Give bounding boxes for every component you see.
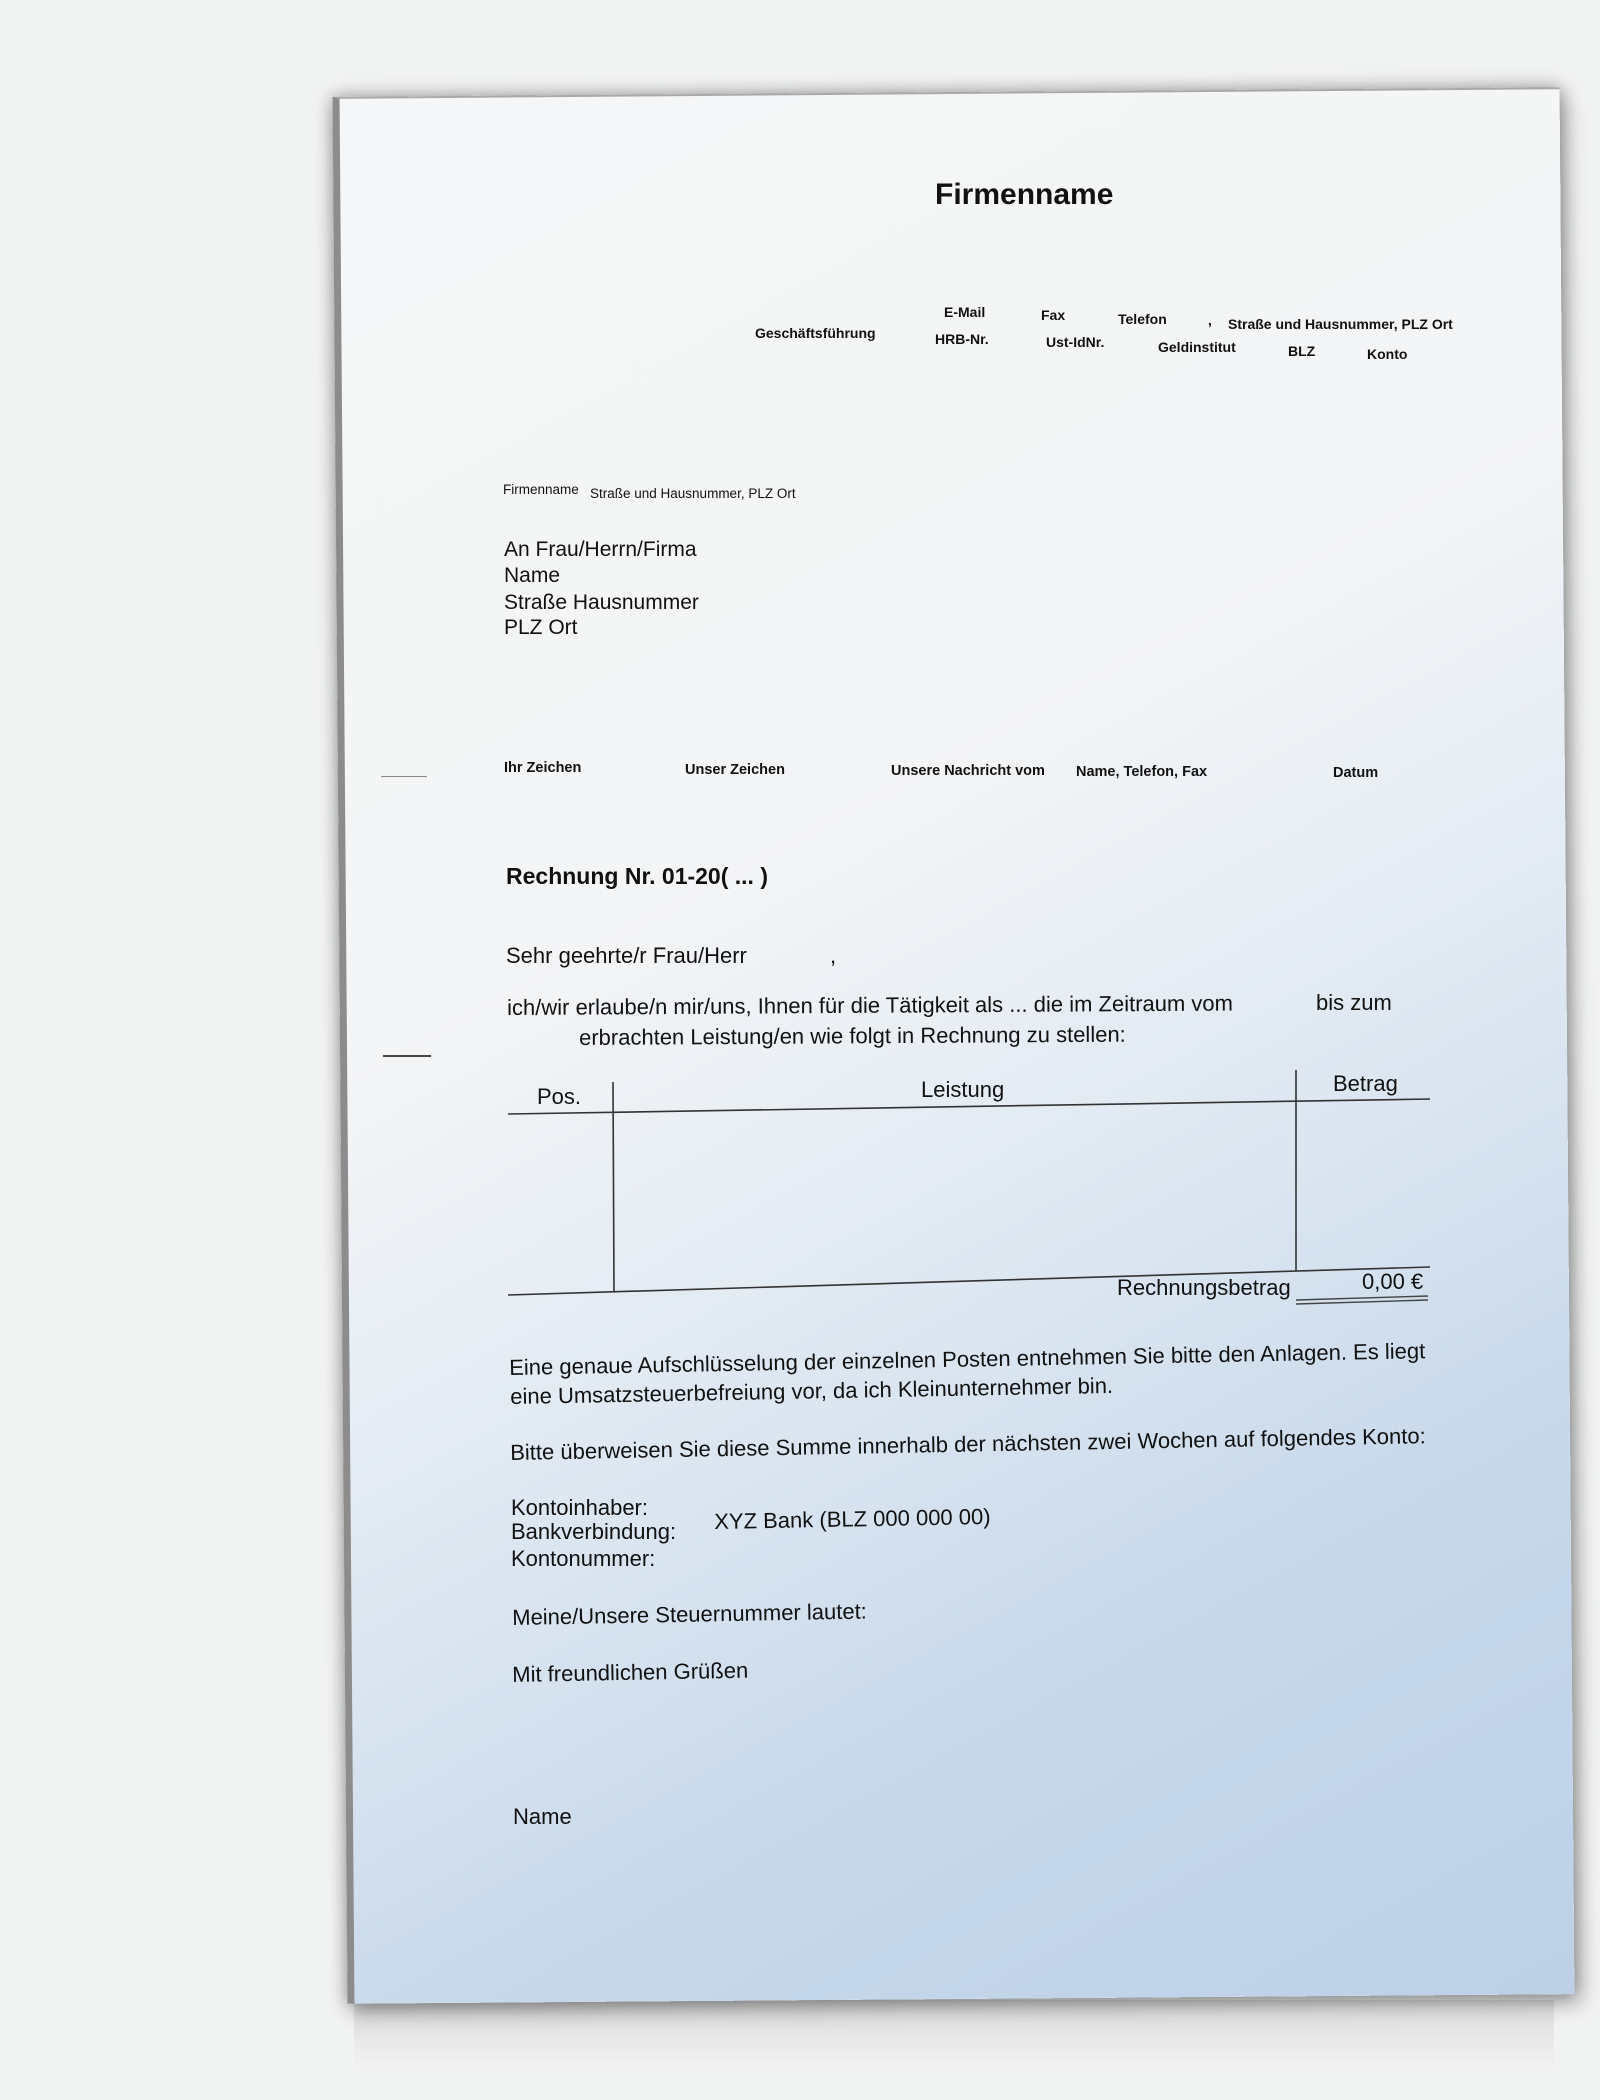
header-fax: Fax bbox=[1041, 307, 1066, 323]
signature-name: Name bbox=[513, 1804, 572, 1829]
header-address: Straße und Hausnummer, PLZ Ort bbox=[1228, 316, 1453, 332]
bank-bankverbindung-label: Bankverbindung: bbox=[511, 1519, 677, 1544]
ref-datum: Datum bbox=[1333, 765, 1379, 781]
paragraph-1-line-2: eine Umsatzsteuerbefreiung vor, da ich Kleinunternehmer bin. bbox=[510, 1372, 1114, 1409]
closing-greeting: Mit freundlichen Grüßen bbox=[512, 1657, 749, 1687]
sender-name: Firmenname bbox=[503, 482, 579, 497]
intro-line-1: ich/wir erlaube/n mir/uns, Ihnen für die Tätigkeit als ... die im Zeitraum vom bbox=[507, 990, 1234, 1020]
paragraph-1-line-1: Eine genaue Aufschlüsselung der einzelnen Posten entnehmen Sie bitte den Anlagen. Es liegt bbox=[509, 1338, 1426, 1380]
header-ustid: Ust-IdNr. bbox=[1046, 334, 1105, 350]
intro-bis-zum: bis zum bbox=[1316, 990, 1392, 1015]
header-hrb: HRB-Nr. bbox=[935, 331, 989, 347]
intro-line-2: erbrachten Leistung/en wie folgt in Rechnung zu stellen: bbox=[579, 1021, 1126, 1050]
total-underline-2 bbox=[1296, 1300, 1428, 1304]
total-underline-1 bbox=[1296, 1296, 1428, 1300]
header-konto: Konto bbox=[1367, 346, 1408, 362]
ref-unser-zeichen: Unser Zeichen bbox=[685, 762, 785, 778]
firm-name-title: Firmenname bbox=[935, 178, 1114, 211]
recipient-line-3: Straße Hausnummer bbox=[504, 591, 699, 614]
ref-unsere-nachricht: Unsere Nachricht vom bbox=[891, 763, 1045, 779]
salutation: Sehr geehrte/r Frau/Herr bbox=[506, 943, 747, 968]
ref-name-tel-fax: Name, Telefon, Fax bbox=[1076, 764, 1208, 780]
recipient-line-4: PLZ Ort bbox=[504, 616, 578, 639]
table-col-pos: Pos. bbox=[537, 1084, 582, 1109]
recipient-line-1: An Frau/Herrn/Firma bbox=[504, 538, 697, 561]
salutation-comma: , bbox=[830, 943, 837, 968]
header-email: E-Mail bbox=[944, 304, 986, 320]
sender-address: Straße und Hausnummer, PLZ Ort bbox=[590, 486, 796, 501]
table-col-divider-1 bbox=[613, 1082, 614, 1292]
header-geschaeftsfuehrung: Geschäftsführung bbox=[755, 325, 876, 341]
header-comma: , bbox=[1208, 312, 1212, 328]
header-telefon: Telefon bbox=[1118, 311, 1167, 327]
table-col-betrag: Betrag bbox=[1333, 1071, 1398, 1096]
table-bottom-rule bbox=[508, 1267, 1430, 1295]
header-geldinstitut: Geldinstitut bbox=[1158, 339, 1236, 355]
ref-ihr-zeichen: Ihr Zeichen bbox=[504, 760, 582, 776]
bank-kontonummer-label: Kontonummer: bbox=[511, 1546, 656, 1571]
steuernummer-line: Meine/Unsere Steuernummer lautet: bbox=[512, 1598, 868, 1630]
total-value: 0,00 € bbox=[1362, 1269, 1424, 1294]
total-label: Rechnungsbetrag bbox=[1117, 1275, 1291, 1300]
paragraph-2: Bitte überweisen Sie diese Summe innerhalb der nächsten zwei Wochen auf folgendes Konto: bbox=[510, 1423, 1426, 1465]
table-col-leistung: Leistung bbox=[921, 1077, 1005, 1102]
invoice-subject: Rechnung Nr. 01-20( ... ) bbox=[506, 863, 768, 889]
bank-kontoinhaber-label: Kontoinhaber: bbox=[511, 1495, 648, 1520]
recipient-line-2: Name bbox=[504, 564, 561, 587]
bank-value: XYZ Bank (BLZ 000 000 00) bbox=[714, 1503, 991, 1534]
header-blz: BLZ bbox=[1288, 343, 1316, 359]
